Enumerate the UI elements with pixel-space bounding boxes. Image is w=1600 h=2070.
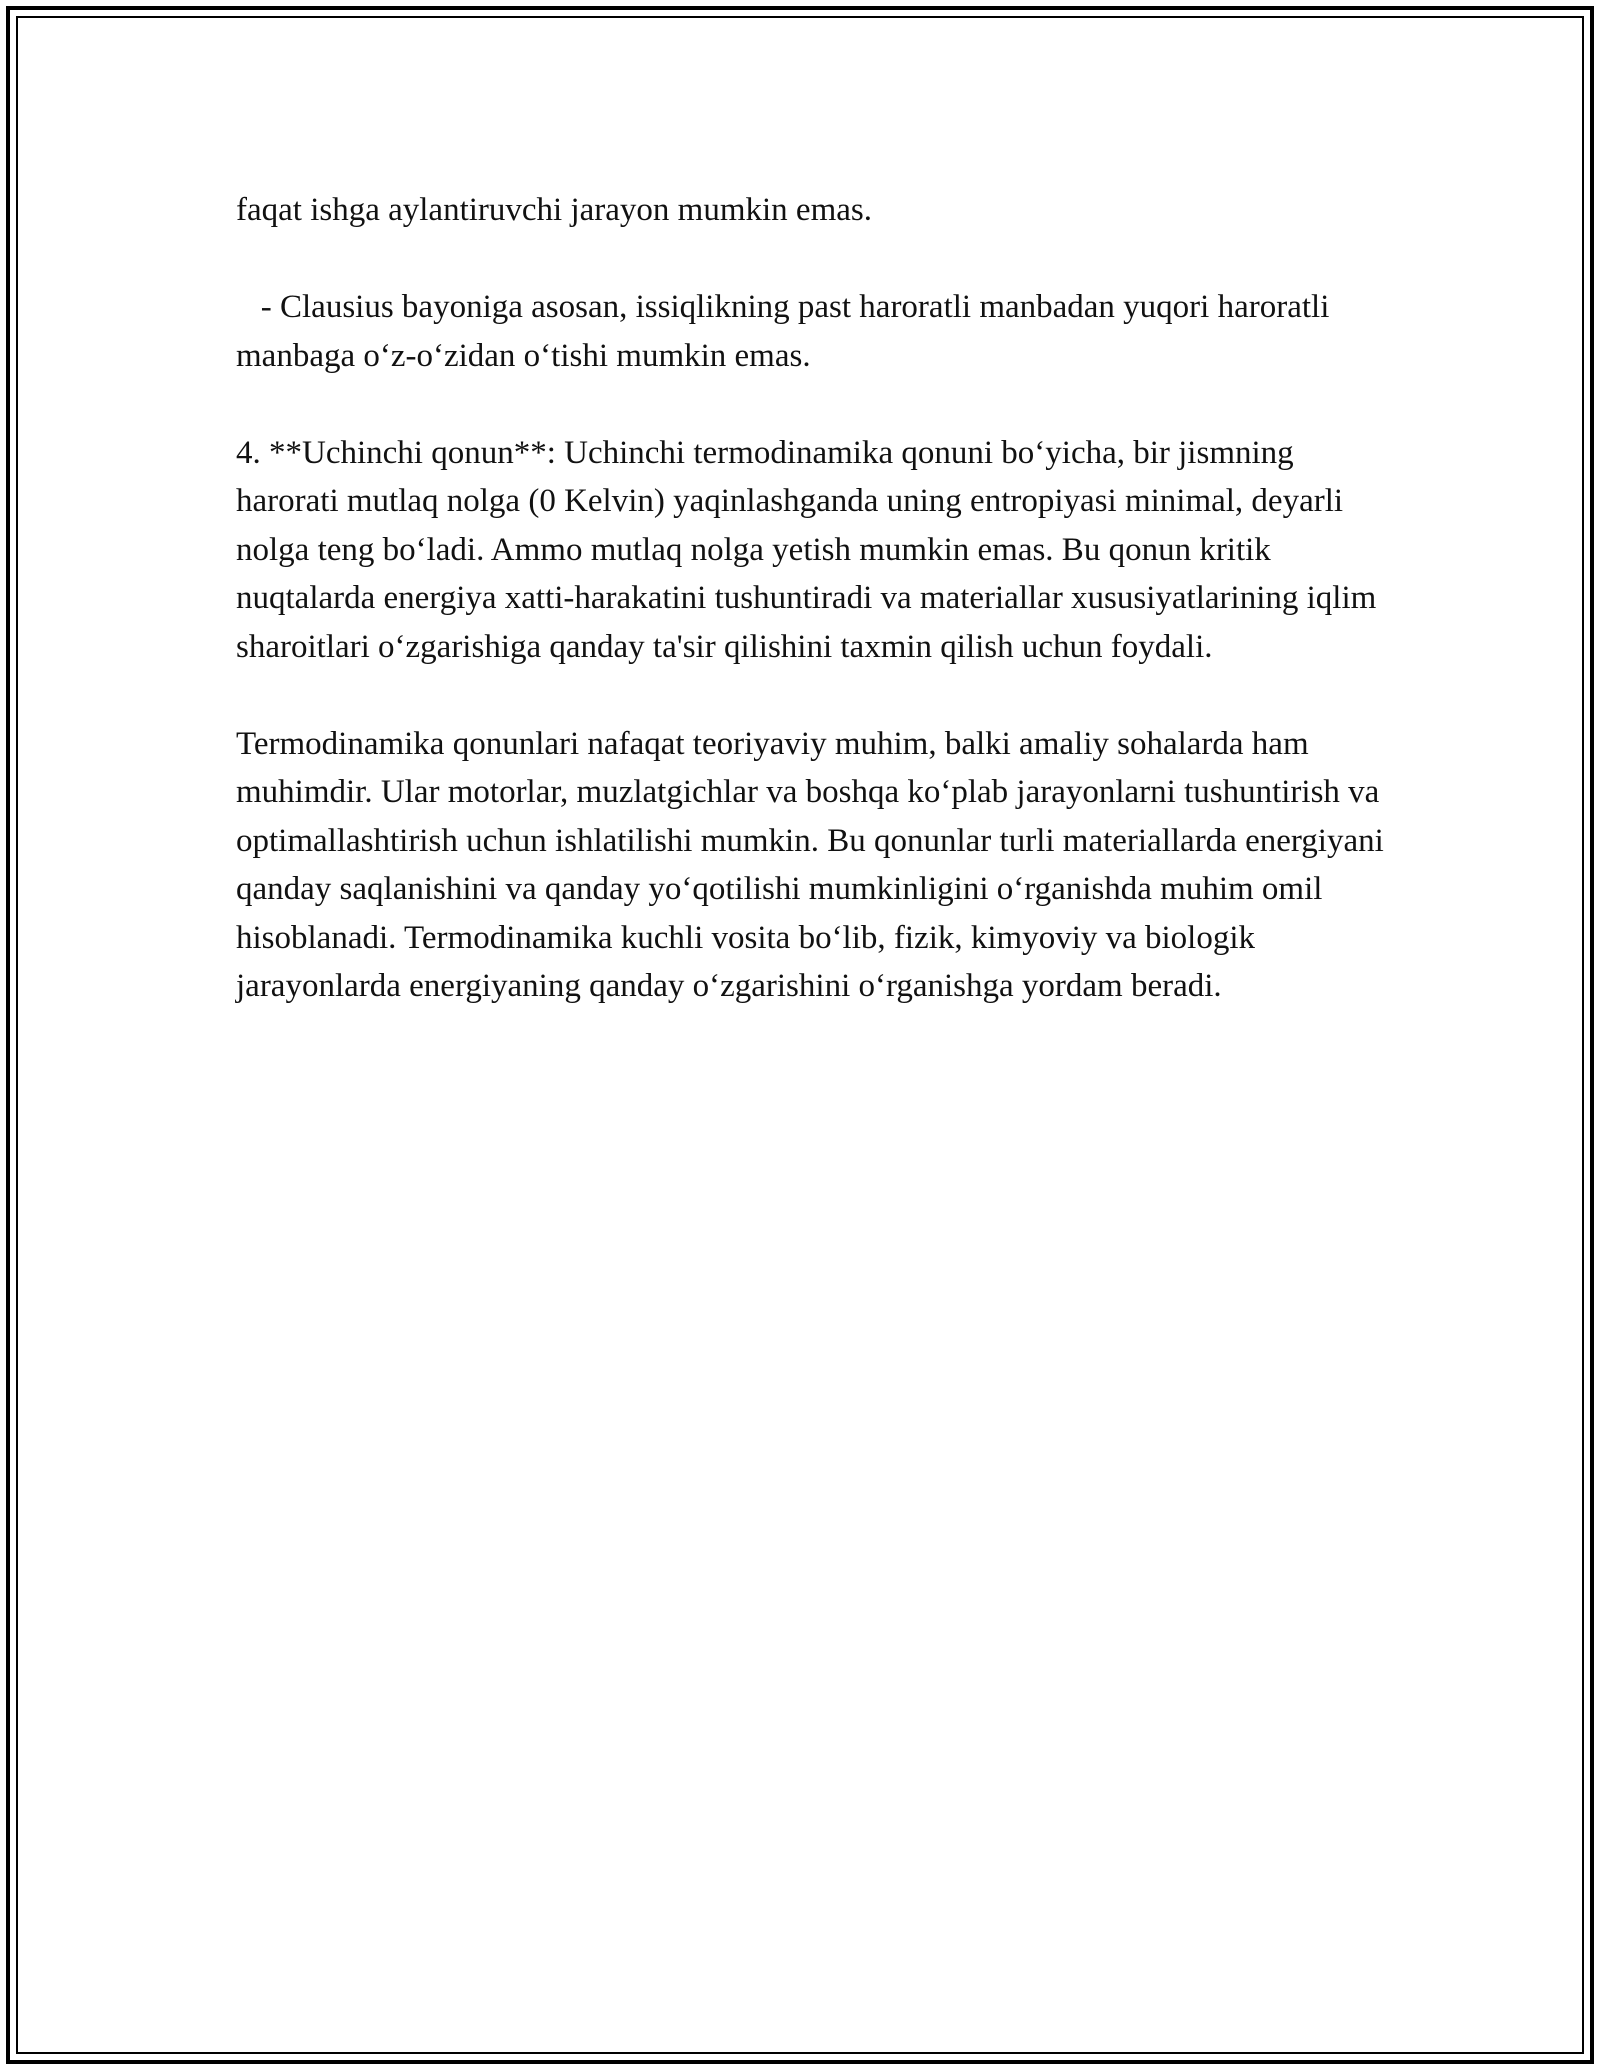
paragraph-conclusion: Termodinamika qonunlari nafaqat teoriyaviy muhim, balki amaliy sohalarda ham muhimdir. Ular motorlar, muzlatgichlar va boshqa ko‘plab jarayonlarni tushuntirish va optimallashtirish uchun ishlatilishi mumkin. Bu qonunlar turli materiallarda energiyani qanday saqlanishini va qanday yo‘qotilishi mumkinligini o‘rganishda muhim omil hisoblanadi. Termodinamika kuchli vosita bo‘lib, fizik, kimyoviy va biologik jarayonlarda energiyaning qanday o‘zgarishini o‘rganishga yordam beradi. <box>236 725 1393 1004</box>
paragraph-third-law: 4. **Uchinchi qonun**: Uchinchi termodinamika qonuni bo‘yicha, bir jismning harorati mutlaq nolga (0 Kelvin) yaqinlashganda uning entropiyasi minimal, deyarli nolga teng bo‘ladi. Ammo mutlaq nolga yetish mumkin emas. Bu qonun kritik nuqtalarda energiya xatti-harakatini tushuntiradi va materiallar xususiyatlarining iqlim sharoitlari o‘zgarishiga qanday ta'sir qilishini taxmin qilish uchun foydali. <box>236 434 1385 665</box>
paragraph-continuation: faqat ishga aylantiruvchi jarayon mumkin emas. <box>236 192 872 228</box>
document-body <box>236 186 1393 1011</box>
paragraph-clausius: - Clausius bayoniga asosan, issiqlikning past haroratli manbadan yuqori haroratli manbaga o‘z-o‘zidan o‘tishi mumkin emas. <box>236 289 1338 374</box>
